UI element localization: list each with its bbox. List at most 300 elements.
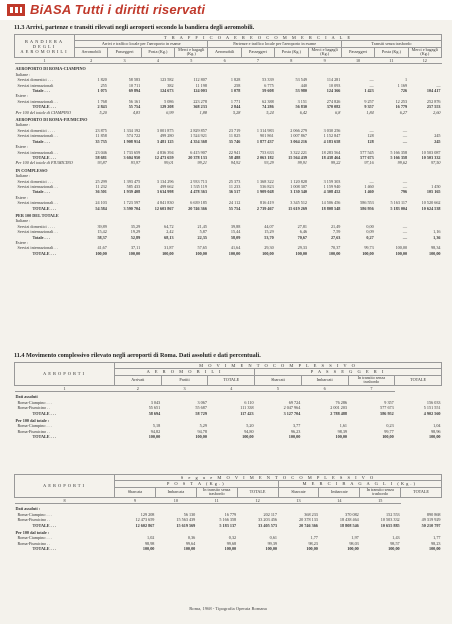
table-cell: 816 419 [260,200,274,206]
column-number: 12 [408,58,441,64]
table-cell: 11 233 [228,183,241,189]
table-cell: 1 334 192 [123,127,141,133]
table-cell: 100,00 [295,250,308,256]
table-cell [208,166,241,173]
band-header-movimento: M O V I M E N T O C O M P L E S S I V O [115,363,442,369]
column-number: 12 [237,498,278,504]
table-cell: 1 [405,77,408,83]
table-cell: 25 299 [95,178,107,184]
table-cell: 93,29 [264,160,274,166]
table-cell [255,416,302,423]
table-cell: 99,39 [267,540,277,546]
table-cell: 123 582 [159,77,174,83]
table-cell: 586 952 [380,410,394,416]
table-cell [375,115,408,122]
table-cell: 6 639 185 [190,200,207,206]
table-cell: 1 314 983 [256,127,274,133]
table-cell [360,528,401,535]
table-cell: 1 368 322 [256,178,274,184]
table-cell: — [402,223,408,229]
row-label: Roma-Ciampino . . . [17,511,52,517]
table-cell [395,392,442,400]
table-cell: 5 086 [164,98,174,104]
table-cell: 93,97 [130,160,141,166]
table-cell: 1,04 [433,423,441,429]
table-cell: 98,98 [144,540,155,546]
table-cell: 18 438 464 [321,154,341,160]
table-cell [237,528,278,535]
table-cell: 114 281 [326,77,341,83]
table-cell: 274 826 [326,98,341,104]
table-cell: 574 722 [126,133,141,139]
table-cell: 585 433 [126,183,141,189]
table-cell: 9 357 [364,104,374,110]
table-cell [208,115,241,122]
table-cell: 27,81 [297,223,308,229]
table-cell [395,416,442,423]
table-cell: 15,29 [264,229,274,235]
table-cell: 124 003 [193,88,207,94]
table-cell [175,211,208,218]
row-label: TOTALE . . . [32,104,56,110]
table-cell [408,166,441,173]
table-cell: 10 711 [128,82,141,88]
table-cell: 100,00 [195,250,207,256]
table-row [15,166,442,173]
column-number: 2 [75,58,108,64]
table-cell: 100,00 [428,546,441,552]
table-cell: 202 117 [263,511,277,517]
table-cell: 19,29 [130,229,141,235]
table-cell: 15,42 [97,229,107,235]
library-logo-icon [6,2,26,18]
table-cell: 56 161 [128,98,141,104]
row-label: Estere : [15,93,29,99]
table-cell: 1 159 940 [323,183,341,189]
table-cell: — [402,127,408,133]
table-cell: 37,11 [130,245,141,251]
column-number: 13 [278,498,319,504]
table-cell: 5,24 [266,109,274,115]
table-cell: 49 319 929 [421,517,441,523]
table-cell [161,392,208,400]
table-row [15,64,442,72]
column-header: Aeromobili [75,47,108,57]
table-cell [401,528,442,535]
stub-header-aeroporti-2: AEROPORTI [15,475,115,498]
column-number: 6 [301,386,348,392]
table-cell [237,504,278,512]
table-cell [115,528,156,535]
row-label: Italiane : [15,173,31,179]
table-cell: 55 651 [148,405,161,411]
table-cell: 64,72 [164,223,174,229]
table-cell: — [369,178,374,184]
table-cell: 58 681 [95,154,107,160]
table-cell: 1 075 [97,88,107,94]
table-cell: 3 345 512 [290,200,308,206]
table-cell [175,166,208,173]
row-label: Servizi internazionali . . [17,183,58,189]
row-label: Servizi internazionali . . [17,200,58,206]
table-cell: 14 506 456 [321,200,341,206]
table-cell: 100,00 [95,250,107,256]
table-cell: 0,36 [187,535,196,541]
table-cell [208,392,255,400]
row-label: Totale . . . [32,189,50,195]
watermark-banner [0,0,452,20]
table-cell: 98,34 [431,245,441,251]
table-cell: 1 877 437 [256,138,274,144]
column-header: Posta (Kg.) [275,47,308,57]
table-cell: 1,02 [147,535,155,541]
row-label: Per 100 dal totale : [15,530,50,536]
group-header-transiti: Transiti senza trasbordo [341,41,441,47]
table-cell: 6 415 907 [190,149,207,155]
table-cell: 10 655 885 [380,522,400,528]
table-cell: 74 286 [262,104,274,110]
group-header-partenze: Partenze e traffico locale per l'aeroporto in esame [208,41,341,47]
table-cell: 1 152 847 [323,133,341,139]
table-cell: 31,87 [164,245,174,251]
table-cell: 5,18 [152,423,161,429]
table-cell: 4 308 452 [323,189,341,195]
table-cell: — [369,127,374,133]
row-label: Italiane : [15,71,31,77]
table-cell: 5,20 [246,423,254,429]
table-cell: 25 373 [228,178,241,184]
table-cell: 100,00 [428,250,441,256]
table-cell: 27,63 [330,234,341,240]
table-cell: 255 [100,82,107,88]
table-cell: 100,00 [162,250,174,256]
row-label: Servizi domestici . . . [17,77,53,83]
band-header: T R A F F I C O A E R E O C O M M E R C I A L E [75,35,442,41]
table-cell [115,392,162,400]
table-cell [319,528,360,535]
table-cell: 152 553 [386,511,400,517]
column-number: 4 [208,386,255,392]
table-cell: 9 357 [384,399,394,405]
column-header: Merci e bagagli (Kg.) [175,47,208,57]
table-cell [348,392,395,400]
row-label: Roma-Ciampino . . . [17,399,52,405]
row-label: TOTALE . . . [32,522,56,528]
table-cell: 3 322 221 [290,149,308,155]
table-cell: 1 909 048 [256,189,274,195]
column-number: 7 [348,386,395,392]
table-cell: 58 694 [148,410,161,416]
table-cell: 11 232 [95,183,107,189]
table-cell: 21,49 [330,223,341,229]
row-label: Servizi domestici . . . [17,178,53,184]
row-label: Roma-Fiumicino . . [17,517,51,523]
table-cell [275,166,308,173]
column-number: 6 [208,58,241,64]
table-cell: 3 001 875 [156,127,174,133]
table-cell: 117 423 [240,410,254,416]
table-cell: 18 808 546 [339,522,359,528]
table-cell [348,416,395,423]
table-cell: 10 503 332 [380,517,400,523]
table-cell: 56 830 [295,104,308,110]
table-cell [115,416,162,423]
table-cell: — [402,183,408,189]
table-cell: 0,32 [228,535,237,541]
table-cell [75,211,108,218]
table-cell: — [402,229,408,235]
table-cell: 3 151 [297,98,308,104]
table-cell: 3 064 216 [290,138,308,144]
table-cell: 39,89 [97,223,107,229]
table-cell [341,166,374,173]
table-cell: 104 417 [426,88,441,94]
table-cell: 12 603 867 [154,205,174,211]
table-cell: 1,84 [366,109,374,115]
table-cell: 3 130 340 [290,189,308,195]
table-row [15,528,442,535]
table-cell: 753 633 [260,149,274,155]
table-cell: 890 868 [426,511,441,517]
table-cell: 1 771 [230,98,241,104]
table-cell: 53 339 [262,77,274,83]
table-cell [196,528,237,535]
table-cell: 3 134 296 [156,178,174,184]
table-cell: 3 030 256 [323,127,341,133]
table-cell: 10 624 538 [421,205,441,211]
table-cell: 1,16 [433,229,441,235]
table-cell: 258 [234,82,241,88]
table-11-3-title: 11.3 Arrivi, partenze e transiti rilevati negli aeroporti secondo la bandiera degli aeromobili. [14,24,255,31]
table-cell: 100,00 [306,546,318,552]
table-cell [308,64,341,72]
table-cell: 4,83 [132,109,141,115]
table-cell [308,115,341,122]
row-label: Servizi internazionali . . [17,133,58,139]
row-label: Servizi internazionali . . [17,98,58,104]
table-cell [275,115,308,122]
column-number: 10 [155,498,196,504]
row-label: Totale . . . [32,88,50,94]
table-cell: 5 166 358 [390,149,408,155]
table-cell: 94,92 [230,160,241,166]
table-cell [141,211,174,218]
column-number: 1 [15,386,115,392]
table-cell: 33 405 573 [258,522,277,528]
table-cell: 1 169 [397,82,408,88]
table-cell: 100,00 [362,250,374,256]
table-cell: — [402,234,408,240]
table-cell: — [402,133,408,139]
table-cell: 24 112 [228,200,241,206]
table-cell: 6,46 [299,229,308,235]
group-header-aeromobili: A E R O M O B I L I [115,369,255,375]
table-cell [375,166,408,173]
table-cell: 3 067 [197,399,207,405]
group-header-arrivi: Arrivi e traffico locale per l'aeroporto in esame [75,41,208,47]
table-cell: 62 388 [262,98,274,104]
table-cell: 56 130 [183,511,196,517]
table-cell: 499 280 [159,133,174,139]
table-cell: 100,00 [382,434,394,440]
table-cell: 0,23 [386,423,394,429]
table-cell: 22,35 [197,234,207,240]
column-header: TOTALE [401,487,442,497]
table-cell: 1 007 867 [290,133,308,139]
table-cell: 98,23 [431,540,441,546]
table-cell [108,211,141,218]
table-cell: 128 [367,138,374,144]
group-header-merci: M E R C I B A G A G L I (Kg.) [278,481,442,487]
table-cell [75,166,108,173]
table-cell: 22 941 [228,149,241,155]
table-cell: 35 735 [95,138,107,144]
table-cell: 901 861 [260,133,274,139]
stub-header: BANDIERA DEGLI AEROMOBILI [15,35,75,58]
table-cell: 156 033 [426,399,441,405]
table-cell: 41,67 [97,245,107,251]
column-header: Merci e bagagli (Kg.) [408,47,441,57]
table-cell: 5,28 [232,109,241,115]
table-cell: 105 165 [426,189,441,195]
row-label: AEROPORTO DI ROMA-CIAMPINO [15,66,86,72]
row-label: AEROPORTO DI ROMA-FIUMICINO [15,117,88,123]
column-header: Partiti [161,375,208,385]
row-label: PER 100 DEL TOTALE [15,212,59,218]
table-cell [278,504,319,512]
table-cell: 4 183 658 [323,138,341,144]
table-cell: 7,59 [333,229,341,235]
table-cell: 11 198 [195,82,207,88]
table-cell: 6 775 [264,82,274,88]
table-cell: 6,99 [166,109,174,115]
table-cell [241,115,274,122]
table-cell: 3,77 [292,423,301,429]
column-header: Merci e bagagli (Kg.) [308,47,341,57]
table-cell: 36 517 [228,189,241,195]
table-cell: 10 503 087 [421,149,441,155]
table-cell [141,115,174,122]
column-header: TOTALE [208,375,255,385]
table-cell [375,211,408,218]
table-cell: 796 [400,189,408,195]
table-cell: 10 520 662 [421,200,441,206]
table-cell: 11 858 [95,133,107,139]
table-cell: 93,87 [97,160,107,166]
table-11-3 [14,34,442,256]
table-cell: 99,73 [364,245,374,251]
table-cell: 16 779 [224,511,237,517]
table-cell: — [436,82,441,88]
row-label: Totale . . . [32,138,50,144]
row-label: Italiane : [15,218,31,224]
table-cell: 440 [300,82,308,88]
table-cell: 69 894 [128,88,141,94]
table-cell [408,64,441,72]
table-cell [141,166,174,173]
table-cell: 499 662 [159,183,174,189]
table-cell: — [402,178,408,184]
table-cell: — [369,82,374,88]
table-cell: 577 545 [360,149,374,155]
table-row [15,115,442,122]
table-cell: 1 535 119 [190,183,207,189]
row-label: Totale . . . [32,234,50,240]
table-cell: 100,00 [148,434,161,440]
table-cell: 4 836 394 [156,149,174,155]
column-number: 1 [15,58,75,64]
table-cell [108,166,141,173]
column-number: 5 [255,386,302,392]
table-cell: 98,39 [337,428,348,434]
table-cell: 68,13 [164,234,174,240]
table-cell: 129 208 [159,104,174,110]
table-cell: 53 980 [295,88,308,94]
table-cell [175,64,208,72]
table-cell [155,504,196,512]
table-cell [319,504,360,512]
table-cell: 577 673 [380,405,394,411]
table-cell: 100,00 [242,434,254,440]
table-cell: 5,87 [199,229,207,235]
table-cell: 55 687 [195,405,207,411]
row-label: Servizi internazionali . . [17,229,58,235]
table-cell [175,115,208,122]
table-cell: 3 604 950 [123,154,141,160]
column-number: 5 [175,58,208,64]
table-cell: 15 563 439 [176,517,196,523]
table-cell [278,528,319,535]
table-cell: 58,37 [97,234,107,240]
row-label: Roma-Ciampino . . . [17,535,52,541]
stub-header-aeroporti: AEROPORTI [15,363,115,386]
column-header: Posta (Kg.) [141,47,174,57]
table-cell: 70,37 [330,245,341,251]
table-cell: 6,42 [299,109,308,115]
table-cell: 94,78 [197,428,207,434]
table-cell: 5 166 358 [219,517,237,523]
column-header: In transito senza trasbordo [196,487,237,497]
column-header: Sbarcate [278,487,319,497]
row-label: Servizi domestici . . . . [17,127,56,133]
table-cell: 257 553 [426,104,441,110]
column-number: 8 [275,58,308,64]
column-number: 4 [141,58,174,64]
table-cell: 94,82 [150,428,161,434]
table-cell: 33 203 456 [258,517,277,523]
column-number: 9 [308,58,341,64]
watermark-text: BiASA Tutti i diritti riservati [30,2,206,17]
table-cell: 1,61 [339,423,348,429]
table-cell [108,115,141,122]
table-cell: 1 078 [230,88,241,94]
table-cell: 4 902 560 [423,410,441,416]
table-cell: 53,70 [264,234,274,240]
table-cell [208,64,241,72]
table-cell: 69 724 [288,399,301,405]
table-cell: 94,80 [244,428,254,434]
column-header: Passeggeri [241,47,274,57]
table-cell: 39,88 [230,223,241,229]
table-cell: 36 501 [95,189,107,195]
table-cell: 21,45 [197,223,207,229]
table-cell: 18 808 548 [321,205,341,211]
table-cell [301,392,348,400]
table-cell: 5 163 117 [390,200,408,206]
table-cell: 2,42 [166,229,174,235]
column-header: TOTALE [237,487,278,497]
table-cell: 12 473 659 [154,154,174,160]
